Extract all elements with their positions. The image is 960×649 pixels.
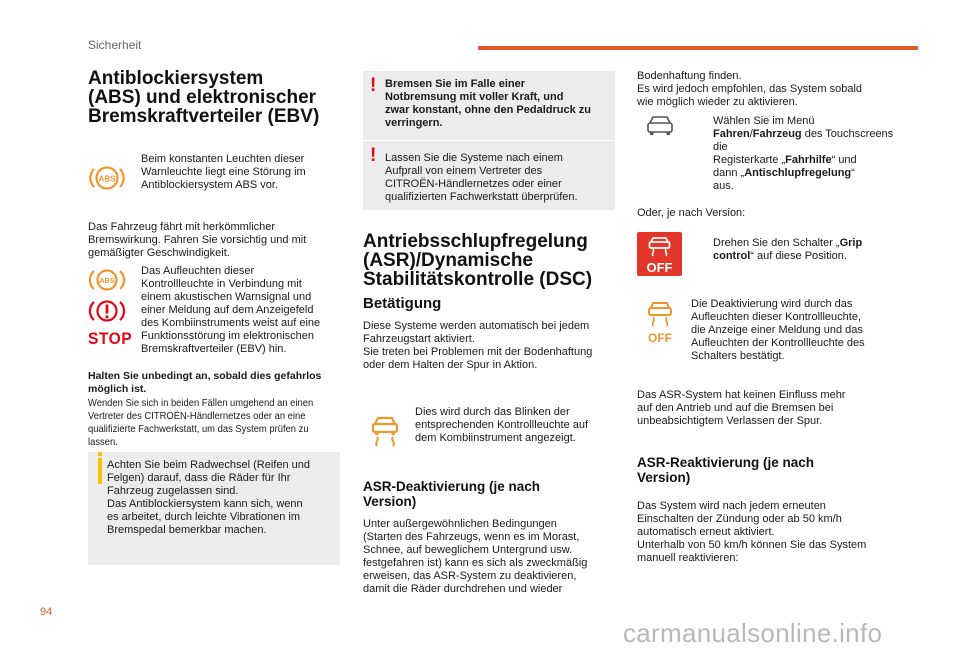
info-box-text: Achten Sie beim Radwechsel (Reifen und Felgen) darauf, dass die Räder für Ihr Fahrzeug zugelassen sind. Das Antiblockiersystem kann sich, wenn es arbeitet, durch leichte Vibrationen im Bremspedal bemerkbar machen.	[107, 459, 311, 536]
warning-box-text: Bremsen Sie im Falle einer Notbremsung mit voller Kraft, und zwar konstant, ohne den Pedaldruck zu verringern.	[385, 78, 591, 129]
warning-exclamation-icon: !	[370, 75, 377, 96]
info-icon	[98, 458, 102, 484]
stop-warning-icon: STOP	[88, 329, 133, 348]
activation-paragraph: Diese Systeme werden automatisch bei jedem Fahrzeugstart aktiviert. Sie treten bei Problemen mit der Bodenhaftung oder dem Halten der Spur in Aktion.	[363, 320, 593, 371]
ebv-lamp-text: Das Aufleuchten dieser Kontrollleuchte in Verbindung mit einem akustischen Warnsignal und einer Meldung auf dem Anzeigefeld des Kombiinstruments weist auf eine Funktionsstörung im elektronischen Bremskraftverteiler (EBV) hin.	[141, 265, 321, 355]
watermark: carmanualsonline.info	[623, 618, 883, 648]
abs-lamp-text: Beim konstanten Leuchten dieser Warnleuchte liegt eine Störung im Antiblockiersystem ABS vor.	[141, 153, 306, 191]
deactivation-confirm-text: Die Deaktivierung wird durch das Aufleuchten dieser Kontrollleuchte, die Anzeige einer Meldung und das Aufleuchten der Kontrollleuchte des Schalters bestätigt.	[691, 298, 865, 362]
asr-no-influence-paragraph: Das ASR-System hat keinen Einfluss mehr auf den Antrieb und auf die Bremsen bei unbeabsichtigtem Verlassen der Spur.	[637, 389, 846, 427]
abs-icon-small	[88, 266, 126, 294]
page-number: 94	[40, 606, 53, 618]
blink-text: Dies wird durch das Blinken der entsprechenden Kontrollleuchte auf dem Kombiinstrument angezeigt.	[415, 406, 589, 444]
section-accent-bar	[478, 46, 918, 50]
abs-icon-text: ABS	[98, 174, 116, 184]
asr-reactivation-heading: ASR-Reaktivierung (je nach Version)	[637, 455, 815, 485]
activation-heading: Betätigung	[363, 295, 442, 312]
warning-exclamation-icon: !	[370, 145, 377, 166]
info-box-wheels	[88, 452, 340, 565]
touchscreen-car-icon	[645, 113, 675, 139]
section-label: Sicherheit	[88, 38, 142, 52]
warning-box-inspection	[363, 141, 615, 210]
warning-box-text: Lassen Sie die Systeme nach einem Aufprall von einem Vertreter des CITROËN-Händlernetzes oder einer qualifizierten Fachwerkstatt überprüfen.	[385, 152, 578, 203]
esp-skid-icon	[368, 413, 402, 447]
esp-off-switch-icon	[637, 232, 682, 276]
abs-warning-icon	[88, 163, 126, 193]
off-icon-text: OFF	[646, 260, 673, 275]
abs-paragraph: Das Fahrzeug fährt mit herkömmlicher Bremswirkung. Fahren Sie vorsichtig und mit gemäßigter Geschwindigkeit.	[88, 221, 307, 259]
esp-off-warning-icon	[643, 298, 677, 346]
or-version-text: Oder, je nach Version:	[637, 207, 746, 219]
brake-warning-icon	[88, 297, 126, 325]
svg-text:ABS: ABS	[99, 276, 115, 285]
stop-instruction: Halten Sie unbedingt an, sobald dies gefahrlos möglich ist.	[88, 370, 322, 395]
dealer-notice: Wenden Sie sich in beiden Fällen umgehend an einen Vertreter des CITROËN-Händlernetzes oder an eine qualifizierte Fachwerkstatt, um das System prüfen zu lassen.	[88, 398, 314, 448]
abs-section-title: Antiblockiersystem (ABS) und elektronischer Bremskraftverteiler (EBV)	[88, 68, 320, 127]
asr-deactivation-paragraph: Unter außergewöhnlichen Bedingungen (Starten des Fahrzeugs, wenn es im Morast, Schnee, auf beweglichem Untergrund usw. festgefahren ist) kann es sich als zweckmäßig erweisen, das ASR-System zu deaktivieren, damit die Räder durchdrehen und wieder	[363, 518, 588, 595]
warning-box-emergency-braking	[363, 71, 615, 140]
asr-reactivation-paragraph: Das System wird nach jedem erneuten Einschalten der Zündung oder ab 50 km/h automatisch erneut aktiviert. Unterhalb von 50 km/h können Sie das System manuell reaktivieren:	[637, 500, 867, 564]
continuation-paragraph: Bodenhaftung finden. Es wird jedoch empfohlen, das System sobald wie möglich wieder zu aktivieren.	[637, 70, 863, 108]
asr-section-title: Antriebsschlupfregelung (ASR)/Dynamische Stabilitätskontrolle (DSC)	[363, 231, 593, 290]
svg-text:OFF: OFF	[648, 331, 672, 345]
step-touchscreen-text: Wählen Sie im Menü Fahren/Fahrzeug des Touchscreens die Registerkarte „Fahrhilfe“ und dann „Antischlupfregelung“ aus.	[713, 115, 894, 192]
step-grip-control-text: Drehen Sie den Schalter „Grip control“ auf diese Position.	[713, 237, 863, 262]
asr-deactivation-heading: ASR-Deaktivierung (je nach Version)	[363, 479, 541, 509]
